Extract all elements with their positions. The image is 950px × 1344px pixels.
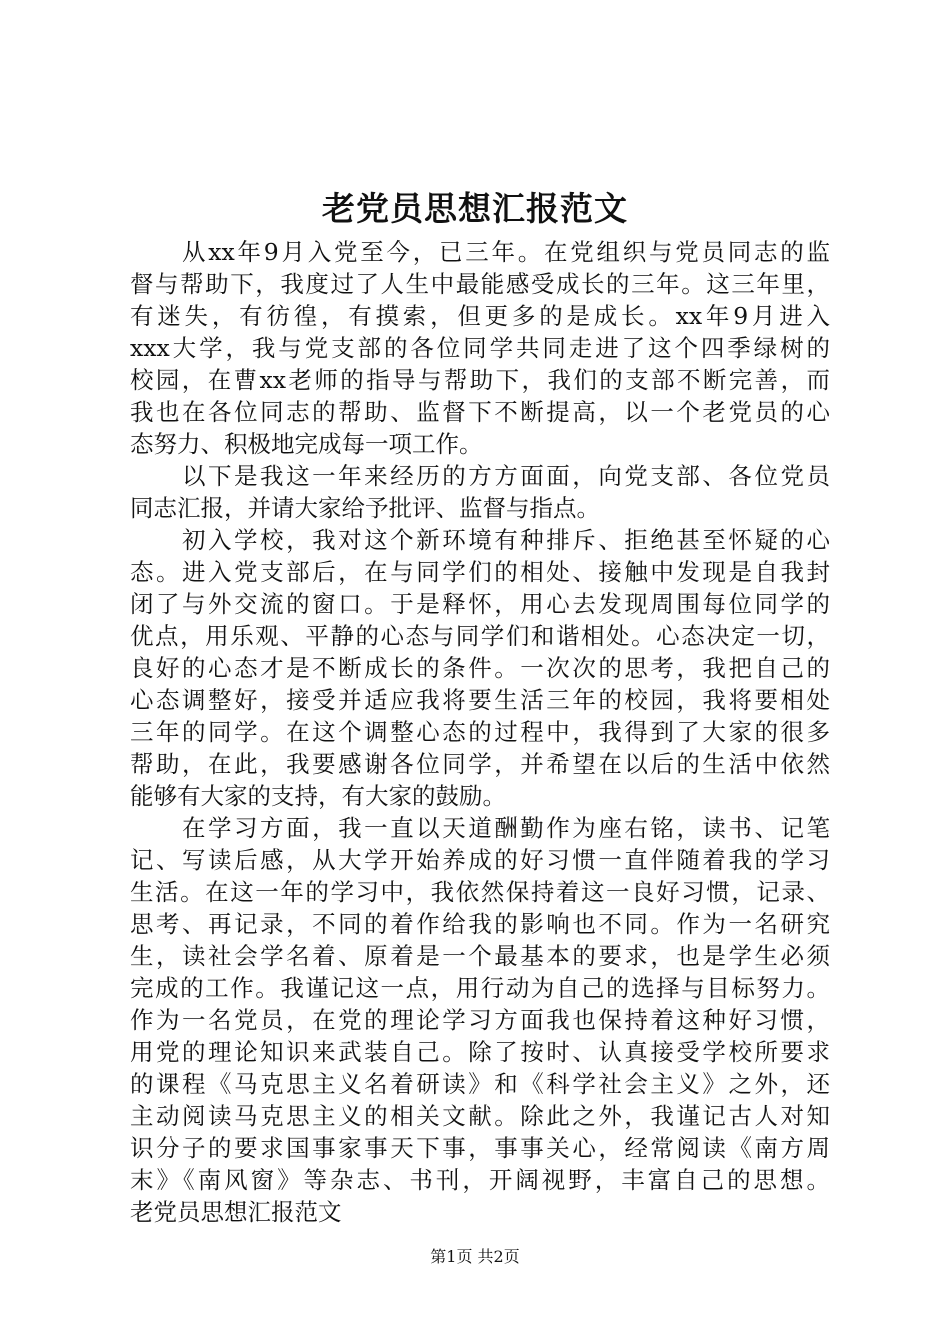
- text-line: 用党的理论知识来武装自己。除了按时、认真接受学校所要求: [130, 1038, 830, 1066]
- text-line: 优点，用乐观、平静的心态与同学们和谐相处。心态决定一切，: [130, 622, 830, 650]
- text-line: 态。进入党支部后，在与同学们的相处、接触中发现是自我封: [130, 558, 830, 586]
- text-line: 生活。在这一年的学习中，我依然保持着这一良好习惯，记录、: [130, 878, 830, 906]
- text-line: 有迷失，有彷徨，有摸索，但更多的是成长。xx年9月进入: [130, 302, 830, 330]
- document-body: [130, 236, 830, 1228]
- text-line: 态努力、积极地完成每一项工作。: [130, 430, 483, 458]
- text-line: 末》《南风窗》等杂志、书刊，开阔视野，丰富自己的思想。: [130, 1166, 830, 1194]
- text-line: 的课程《马克思主义名着研读》和《科学社会主义》之外，还: [130, 1070, 830, 1098]
- document-title: 老党员思想汇报范文: [322, 189, 628, 228]
- text-line: 记、写读后感，从大学开始养成的好习惯一直伴随着我的学习: [130, 846, 830, 874]
- text-line: 能够有大家的支持，有大家的鼓励。: [130, 782, 506, 810]
- text-line: 以下是我这一年来经历的方方面面，向党支部、各位党员: [182, 462, 830, 490]
- text-line: 完成的工作。我谨记这一点，用行动为自己的选择与目标努力。: [130, 974, 830, 1002]
- text-line: 我也在各位同志的帮助、监督下不断提高，以一个老党员的心: [130, 398, 830, 426]
- text-line: 从xx年9月入党至今，已三年。在党组织与党员同志的监: [182, 238, 830, 266]
- text-line: 心态调整好，接受并适应我将要生活三年的校园，我将要相处: [130, 686, 830, 714]
- text-line: 主动阅读马克思主义的相关文献。除此之外，我谨记古人对知: [130, 1102, 830, 1130]
- text-line: 良好的心态才是不断成长的条件。一次次的思考，我把自己的: [130, 654, 830, 682]
- text-line: 闭了与外交流的窗口。于是释怀，用心去发现周围每位同学的: [130, 590, 830, 618]
- text-line: 三年的同学。在这个调整心态的过程中，我得到了大家的很多: [130, 718, 830, 746]
- text-line: 在学习方面，我一直以天道酬勤作为座右铭，读书、记笔: [182, 814, 830, 842]
- page-footer: 第1页 共2页: [430, 1247, 520, 1266]
- text-line: 识分子的要求国事家事天下事，事事关心，经常阅读《南方周: [130, 1134, 830, 1162]
- text-line: 思考、再记录，不同的着作给我的影响也不同。作为一名研究: [130, 910, 830, 938]
- text-line: 老党员思想汇报范文: [130, 1198, 342, 1226]
- text-line: 同志汇报，并请大家给予批评、监督与指点。: [130, 494, 600, 522]
- text-line: 作为一名党员，在党的理论学习方面我也保持着这种好习惯，: [130, 1006, 830, 1034]
- text-line: 帮助，在此，我要感谢各位同学，并希望在以后的生活中依然: [130, 750, 830, 778]
- text-line: xxx大学，我与党支部的各位同学共同走进了这个四季绿树的: [130, 334, 830, 362]
- text-line: 生，读社会学名着、原着是一个最基本的要求，也是学生必须: [130, 942, 830, 970]
- text-line: 督与帮助下，我度过了人生中最能感受成长的三年。这三年里，: [130, 270, 830, 298]
- text-line: 初入学校，我对这个新环境有种排斥、拒绝甚至怀疑的心: [182, 526, 830, 554]
- text-line: 校园，在曹xx老师的指导与帮助下，我们的支部不断完善，而: [130, 366, 830, 394]
